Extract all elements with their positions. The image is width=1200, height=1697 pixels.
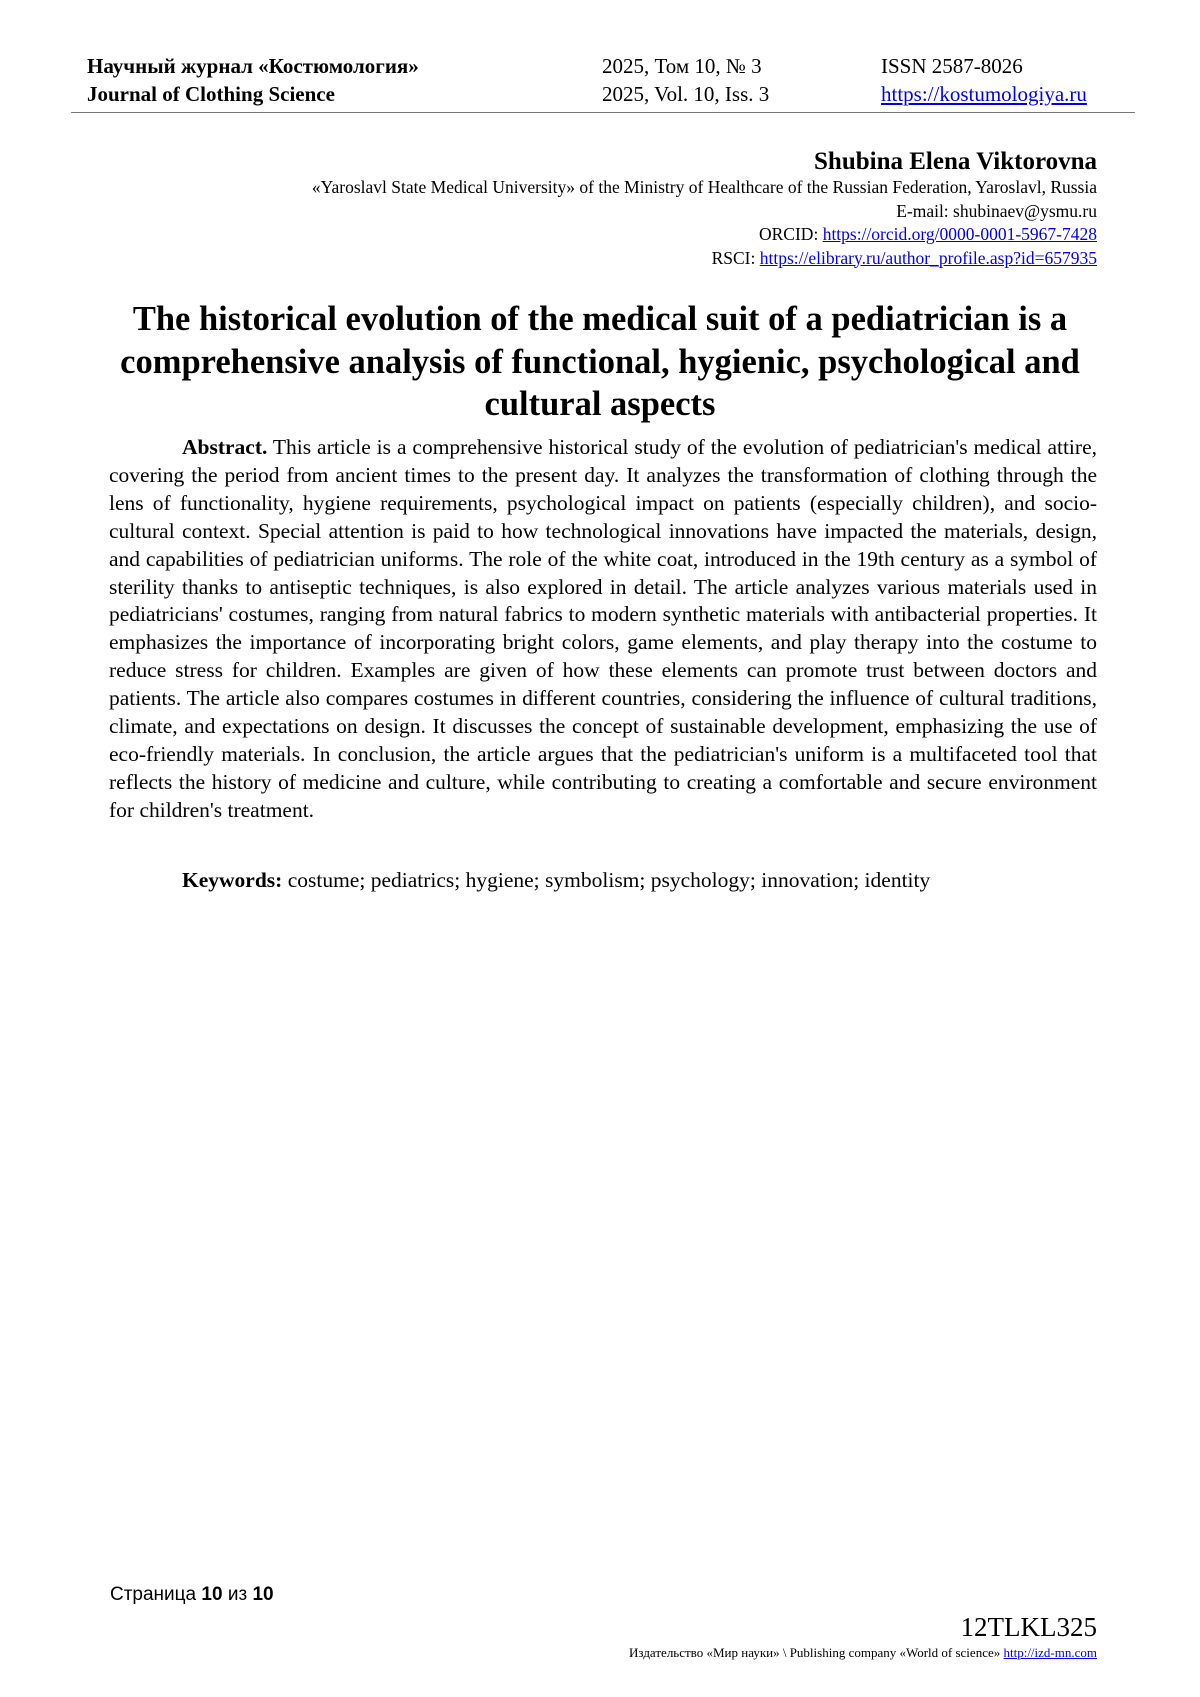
abstract-text: This article is a comprehensive historical study of the evolution of pediatrician's medical attire, covering the period from ancient times to the present day. It analyzes the transformation of clothing through the lens of functionality, hygiene requirements, psychological impact on patients (especially children), and socio-cultural context. Special attention is paid to how technological innovations have impacted the materials, design, and capabilities of pediatrician uniforms. The role of the white coat, introduced in the 19th century as a symbol of sterility thanks to antiseptic techniques, is also explored in detail. The article analyzes various materials used in pediatricians' costumes, ranging from natural fabrics to modern synthetic materials with antibacterial properties. It emphasizes the importance of incorporating bright colors, game elements, and play therapy into the costume to reduce stress for children. Examples are given of how these elements can promote trust between doctors and patients. The article also compares costumes in different countries, considering the influence of cultural traditions, climate, and expectations on design. It discusses the concept of sustainable development, emphasizing the use of eco-friendly materials. In conclusion, the article argues that the pediatrician's uniform is a multifaceted tool that reflects the history of medicine and culture, while contributing to creating a comfortable and secure environment for children's treatment. (109, 435, 1097, 822)
publisher-link[interactable]: http://izd-mn.com (1003, 1645, 1097, 1660)
issue-en: 2025, Vol. 10, Iss. 3 (602, 82, 770, 106)
author-details (312, 176, 1097, 270)
rsci-link[interactable]: https://elibrary.ru/author_profile.asp?id=657935 (759, 247, 1097, 268)
journal-name-en: Journal of Clothing Science (87, 82, 335, 106)
rsci-label: RSCI: (711, 247, 760, 268)
author-rsci (312, 247, 1097, 271)
orcid-link[interactable]: https://orcid.org/0000-0001-5967-7428 (822, 224, 1097, 244)
article-title: The historical evolution of the medical suit of a pediatrician is a comprehensive analysis of functional, hygienic, psychological and cultural aspects (120, 300, 1080, 423)
header-divider (71, 112, 1135, 113)
page-prefix: Страница (110, 1584, 202, 1605)
abstract (109, 434, 1097, 825)
keywords-text: costume; pediatrics; hygiene; symbolism; psychology; innovation; identity (282, 868, 931, 892)
keywords-label: Keywords: (182, 868, 283, 892)
abstract-label: Abstract. (182, 435, 268, 459)
author-email: E-mail: shubinaev@ysmu.ru (896, 200, 1097, 221)
author-name: Shubina Elena Viktorovna (814, 148, 1097, 175)
journal-name-ru: Научный журнал «Костюмология» (87, 54, 419, 78)
page-total: 10 (252, 1584, 274, 1605)
keywords (182, 868, 930, 893)
page-mid: из (222, 1584, 253, 1605)
page-current: 10 (201, 1584, 223, 1605)
page-number (110, 1584, 274, 1606)
author-orcid (312, 223, 1097, 247)
issn: ISSN 2587-8026 (881, 54, 1023, 78)
publisher-line (629, 1645, 1097, 1661)
issue-ru: 2025, Том 10, № 3 (602, 54, 762, 78)
orcid-label: ORCID: (759, 224, 823, 244)
article-code: 12TLKL325 (960, 1612, 1097, 1642)
publisher-text: Издательство «Мир науки» \ Publishing company «World of science» (629, 1645, 1004, 1660)
author-affiliation: «Yaroslavl State Medical University» of the Ministry of Healthcare of the Russian Federation, Yaroslavl, Russia (311, 177, 1097, 197)
journal-site-link[interactable]: https://kostumologiya.ru (881, 82, 1087, 106)
